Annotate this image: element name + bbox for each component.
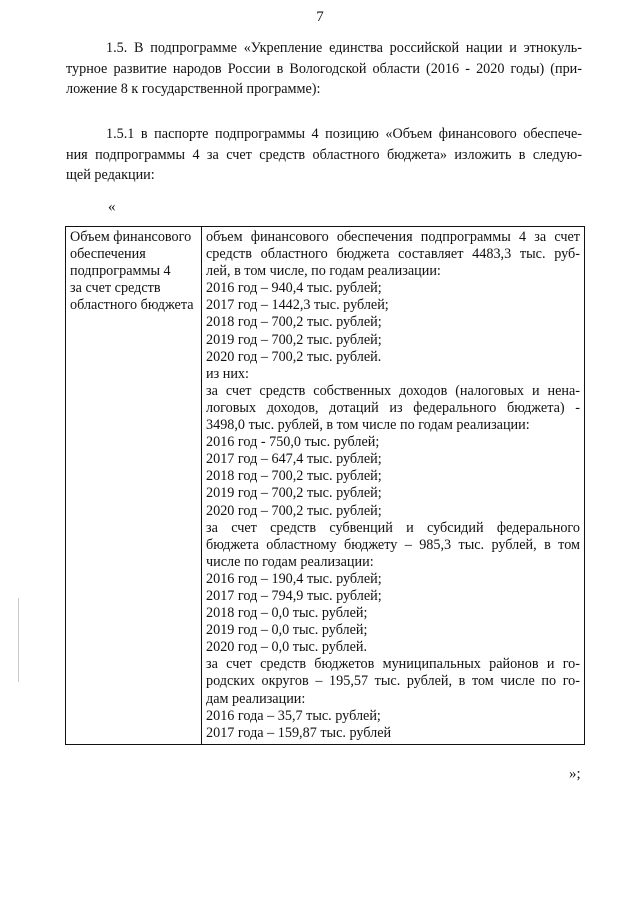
cell-line: 2017 года – 159,87 тыс. рублей <box>206 724 392 741</box>
cell-line: из них: <box>206 365 249 382</box>
cell-line: 2016 год – 940,4 тыс. рублей; <box>206 280 382 297</box>
cell-line: 2019 год – 700,2 тыс. рублей; <box>206 485 382 502</box>
financing-table <box>65 226 585 745</box>
cell-line: средств областного бюджета составляет 4483,3 тыс. руб- <box>206 246 580 263</box>
paragraph-line: ложение 8 к государственной программе): <box>66 81 321 97</box>
opening-quote-mark: « <box>108 199 116 215</box>
cell-line: объем финансового обеспечения подпрограммы 4 за счет <box>206 229 580 245</box>
cell-line: родских округов – 195,57 тыс. рублей, в том числе по го- <box>206 673 580 690</box>
cell-line: за счет средств бюджетов муниципальных районов и го- <box>206 656 580 673</box>
cell-line: обеспечения <box>70 246 146 263</box>
cell-line: дам реализации: <box>206 690 306 707</box>
cell-line: бюджета областному бюджету – 985,3 тыс. рублей, в том <box>206 536 580 553</box>
cell-line: 2016 год - 750,0 тыс. рублей; <box>206 434 380 451</box>
cell-line: 2020 год – 0,0 тыс. рублей. <box>206 639 368 656</box>
cell-line: 2018 год – 0,0 тыс. рублей; <box>206 605 368 622</box>
cell-line: 2018 год – 700,2 тыс. рублей; <box>206 314 382 331</box>
cell-line: 2020 год – 700,2 тыс. рублей; <box>206 502 382 519</box>
paragraph-line: щей редакции: <box>66 167 155 183</box>
cell-line: 2019 год – 0,0 тыс. рублей; <box>206 622 368 639</box>
cell-line: лей, в том числе, по годам реализации: <box>206 263 441 280</box>
paragraph-line: ния подпрограммы 4 за счет средств областного бюджета» изложить в следую- <box>66 146 582 163</box>
cell-line: за счет средств собственных доходов (налоговых и нена- <box>206 382 580 399</box>
cell-line: 2016 год – 190,4 тыс. рублей; <box>206 570 382 587</box>
cell-line: областного бюджета <box>70 297 194 314</box>
table-cell-label <box>66 227 202 745</box>
cell-line: за счет средств <box>70 280 161 297</box>
closing-quote-mark: »; <box>569 766 581 782</box>
cell-line: логовых доходов, дотаций из федерального бюджета) - <box>206 399 580 416</box>
paragraph-line: 1.5.1 в паспорте подпрограммы 4 позицию «Объем финансового обеспече- <box>106 126 582 142</box>
cell-line: подпрограммы 4 <box>70 263 171 280</box>
paragraph-line: турное развитие народов России в Вологодской области (2016 - 2020 годы) (при- <box>66 60 582 77</box>
cell-line: за счет средств субвенций и субсидий федерального <box>206 519 580 536</box>
cell-line: 2018 год – 700,2 тыс. рублей; <box>206 468 382 485</box>
cell-line: числе по годам реализации: <box>206 553 374 570</box>
cell-line: Объем финансового <box>70 229 192 245</box>
cell-line: 2017 год – 647,4 тыс. рублей; <box>206 451 382 468</box>
scan-artifact-line <box>18 598 19 682</box>
paragraph-line: 1.5. В подпрограмме «Укрепление единства российской нации и этнокуль- <box>106 40 582 56</box>
cell-line: 2020 год – 700,2 тыс. рублей. <box>206 348 382 365</box>
cell-line: 2019 год – 700,2 тыс. рублей; <box>206 331 382 348</box>
paragraph-1-5 <box>66 38 582 100</box>
cell-line: 2017 год – 1442,3 тыс. рублей; <box>206 297 389 314</box>
cell-line: 2016 года – 35,7 тыс. рублей; <box>206 707 381 724</box>
table-cell-value <box>202 227 585 745</box>
page-number: 7 <box>316 9 324 25</box>
paragraph-1-5-1 <box>66 124 582 186</box>
cell-line: 2017 год – 794,9 тыс. рублей; <box>206 587 382 604</box>
table-row <box>66 227 585 745</box>
cell-line: 3498,0 тыс. рублей, в том числе по годам реализации: <box>206 417 530 434</box>
